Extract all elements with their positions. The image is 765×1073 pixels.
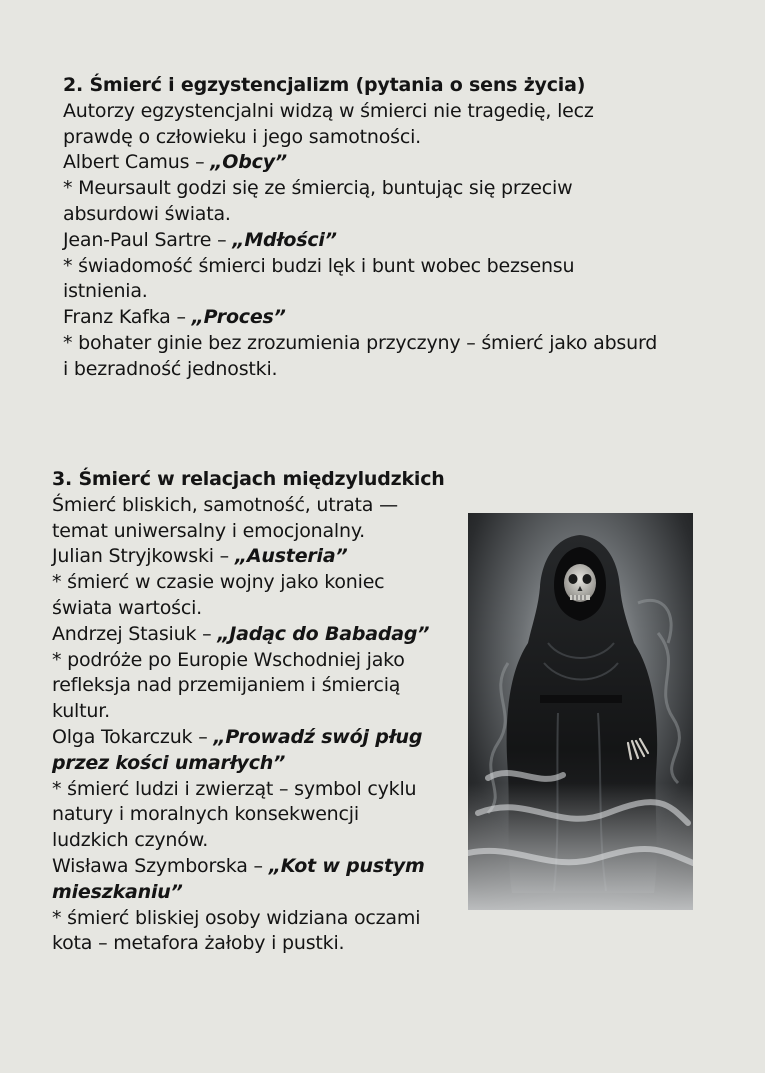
- work-description: ludzkich czynów.: [52, 829, 209, 852]
- work-description: absurdowi świata.: [63, 202, 231, 225]
- work-entry-sartre: [63, 228, 723, 254]
- author-name: Franz Kafka –: [63, 306, 192, 329]
- author-name: Albert Camus –: [63, 151, 211, 174]
- work-entry-tokarczuk: [52, 725, 462, 751]
- work-description: refleksja nad przemijaniem i śmiercią: [52, 674, 401, 697]
- section-heading: 2. Śmierć i egzystencjalizm (pytania o sens życia): [63, 74, 586, 96]
- work-description: * bohater ginie bez zrozumienia przyczyny – śmierć jako absurd: [63, 331, 658, 354]
- intro-line: Śmierć bliskich, samotność, utrata —: [52, 493, 398, 516]
- work-description: * śmierć ludzi i zwierząt – symbol cyklu: [52, 777, 417, 800]
- section-heading: 3. Śmierć w relacjach międzyludzkich: [52, 468, 445, 490]
- section-existentialism: [63, 73, 723, 383]
- work-entry-stasiuk: [52, 622, 462, 648]
- work-title-continued: przez kości umarłych”: [52, 751, 286, 774]
- work-description: * śmierć bliskiej osoby widziana oczami: [52, 906, 421, 929]
- author-name: Olga Tokarczuk –: [52, 725, 214, 748]
- intro-line: temat uniwersalny i emocjonalny.: [52, 519, 366, 542]
- section-relations: [52, 467, 462, 957]
- work-title: „Mdłości”: [232, 228, 337, 251]
- work-title-continued: mieszkaniu”: [52, 880, 183, 903]
- grim-reaper-illustration: [468, 513, 693, 910]
- intro-line: prawdę o człowieku i jego samotności.: [63, 125, 422, 148]
- work-title: „Prowadź swój pług: [213, 725, 423, 748]
- work-description: istnienia.: [63, 280, 148, 303]
- work-description: * Meursault godzi się ze śmiercią, buntując się przeciw: [63, 177, 573, 200]
- work-title: „Austeria”: [234, 545, 348, 568]
- work-entry-szymborska: [52, 854, 462, 880]
- work-description: i bezradność jednostki.: [63, 357, 278, 380]
- work-title: „Proces”: [191, 306, 286, 329]
- author-name: Wisława Szymborska –: [52, 854, 269, 877]
- work-title: „Kot w pustym: [268, 854, 425, 877]
- work-description: świata wartości.: [52, 596, 203, 619]
- work-description: * śmierć w czasie wojny jako koniec: [52, 571, 385, 594]
- work-title: „Jadąc do Babadag”: [217, 622, 430, 645]
- work-title: „Obcy”: [210, 151, 287, 174]
- work-description: natury i moralnych konsekwencji: [52, 803, 359, 826]
- work-description: kota – metafora żałoby i pustki.: [52, 932, 345, 955]
- work-entry-kafka: [63, 305, 723, 331]
- intro-line: Autorzy egzystencjalni widzą w śmierci nie tragedię, lecz: [63, 99, 594, 122]
- author-name: Andrzej Stasiuk –: [52, 622, 218, 645]
- work-entry-camus: [63, 150, 723, 176]
- work-description: * podróże po Europie Wschodniej jako: [52, 648, 405, 671]
- work-entry-stryjkowski: [52, 544, 462, 570]
- work-description: kultur.: [52, 700, 110, 723]
- author-name: Jean-Paul Sartre –: [63, 228, 233, 251]
- author-name: Julian Stryjkowski –: [52, 545, 235, 568]
- work-description: * świadomość śmierci budzi lęk i bunt wobec bezsensu: [63, 254, 575, 277]
